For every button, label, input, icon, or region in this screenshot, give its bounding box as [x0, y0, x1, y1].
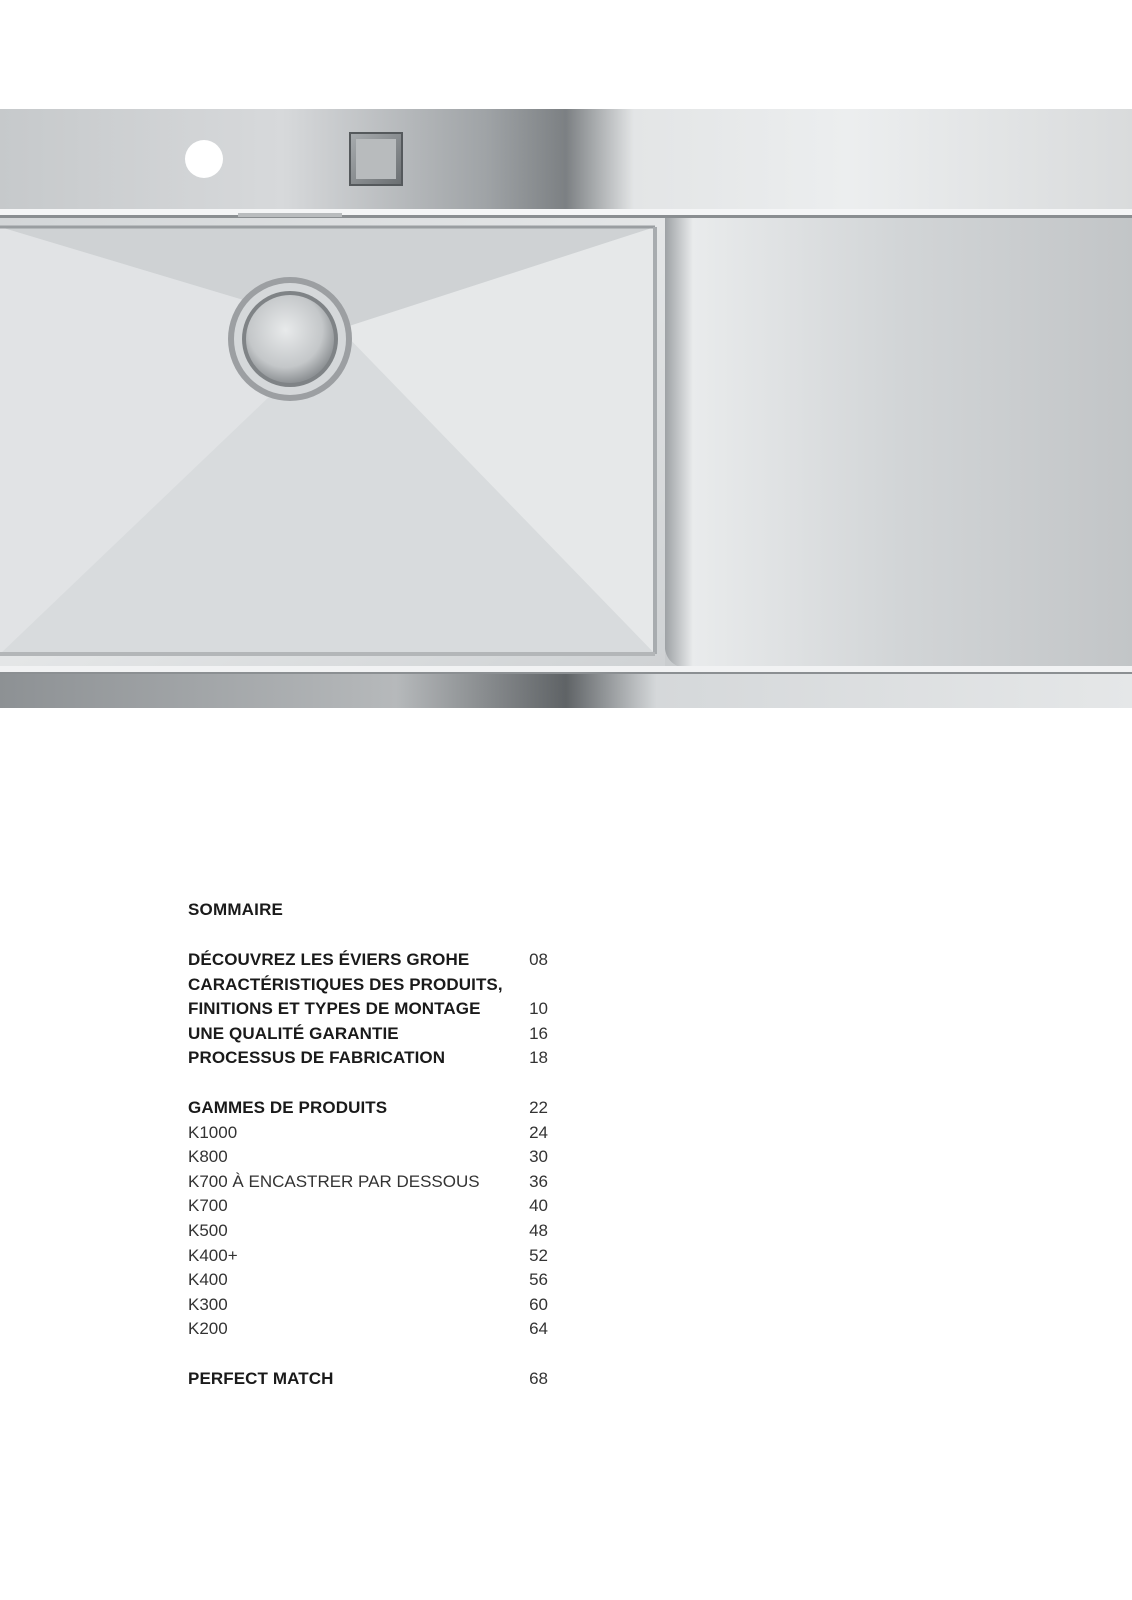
- toc-row[interactable]: [188, 1367, 548, 1392]
- toc-page-number: 10: [529, 999, 548, 1019]
- toc-label: DÉCOUVREZ LES ÉVIERS GROHE: [188, 950, 470, 969]
- toc-row[interactable]: [188, 1046, 548, 1071]
- table-of-contents: [188, 898, 548, 1417]
- toc-row[interactable]: [188, 997, 548, 1022]
- toc-row[interactable]: [188, 1194, 548, 1219]
- sink-hero-image: [0, 109, 1132, 708]
- tap-hole: [185, 140, 223, 178]
- toc-page-number: 52: [529, 1245, 548, 1265]
- toc-label: FINITIONS ET TYPES DE MONTAGE: [188, 999, 481, 1019]
- toc-page-number: 22: [529, 1097, 548, 1117]
- toc-label: K500: [188, 1220, 228, 1240]
- toc-row[interactable]: [188, 1145, 548, 1170]
- toc-row[interactable]: [188, 1121, 548, 1146]
- toc-row[interactable]: [188, 1170, 548, 1195]
- toc-page-number: 18: [529, 1048, 548, 1068]
- toc-label: K400: [188, 1270, 228, 1290]
- toc-row[interactable]: [188, 1317, 548, 1342]
- toc-section-intro: [188, 948, 548, 1071]
- toc-page-number: 40: [529, 1196, 548, 1216]
- toc-page-number: 24: [529, 1122, 548, 1142]
- toc-label: K200: [188, 1319, 228, 1339]
- toc-row[interactable]: [188, 1244, 548, 1269]
- toc-page-number: 56: [529, 1270, 548, 1290]
- toc-row[interactable]: [188, 973, 548, 998]
- toc-label: CARACTÉRISTIQUES DES PRODUITS,: [188, 974, 503, 994]
- toc-page-number: 36: [529, 1171, 548, 1191]
- toc-label: PERFECT MATCH: [188, 1368, 334, 1388]
- toc-page-number: 48: [529, 1220, 548, 1240]
- toc-page-number: 60: [529, 1294, 548, 1314]
- toc-row[interactable]: [188, 1096, 548, 1121]
- toc-label: GAMMES DE PRODUITS: [188, 1097, 388, 1117]
- toc-page-number: 30: [529, 1147, 548, 1167]
- toc-label: K800: [188, 1147, 228, 1167]
- toc-label: K700: [188, 1196, 228, 1216]
- toc-title: SOMMAIRE: [188, 900, 284, 919]
- toc-label: K1000: [188, 1122, 238, 1142]
- toc-page-number: 16: [529, 1023, 548, 1043]
- toc-section-perfect-match: [188, 1367, 548, 1392]
- toc-section-product-ranges: [188, 1096, 548, 1342]
- toc-row[interactable]: [188, 1293, 548, 1318]
- toc-row[interactable]: [188, 948, 548, 973]
- toc-label: K700 À ENCASTRER PAR DESSOUS: [188, 1171, 480, 1191]
- toc-row[interactable]: [188, 1219, 548, 1244]
- toc-page-number: 08: [529, 950, 548, 969]
- toc-label: UNE QUALITÉ GARANTIE: [188, 1023, 399, 1043]
- toc-label: K400+: [188, 1245, 238, 1265]
- toc-page-number: 64: [529, 1319, 548, 1339]
- toc-row[interactable]: [188, 1022, 548, 1047]
- toc-label: PROCESSUS DE FABRICATION: [188, 1048, 446, 1068]
- toc-label: K300: [188, 1294, 228, 1314]
- toc-page-number: 68: [529, 1368, 548, 1388]
- sink-illustration: [0, 109, 1132, 708]
- toc-row[interactable]: [188, 1268, 548, 1293]
